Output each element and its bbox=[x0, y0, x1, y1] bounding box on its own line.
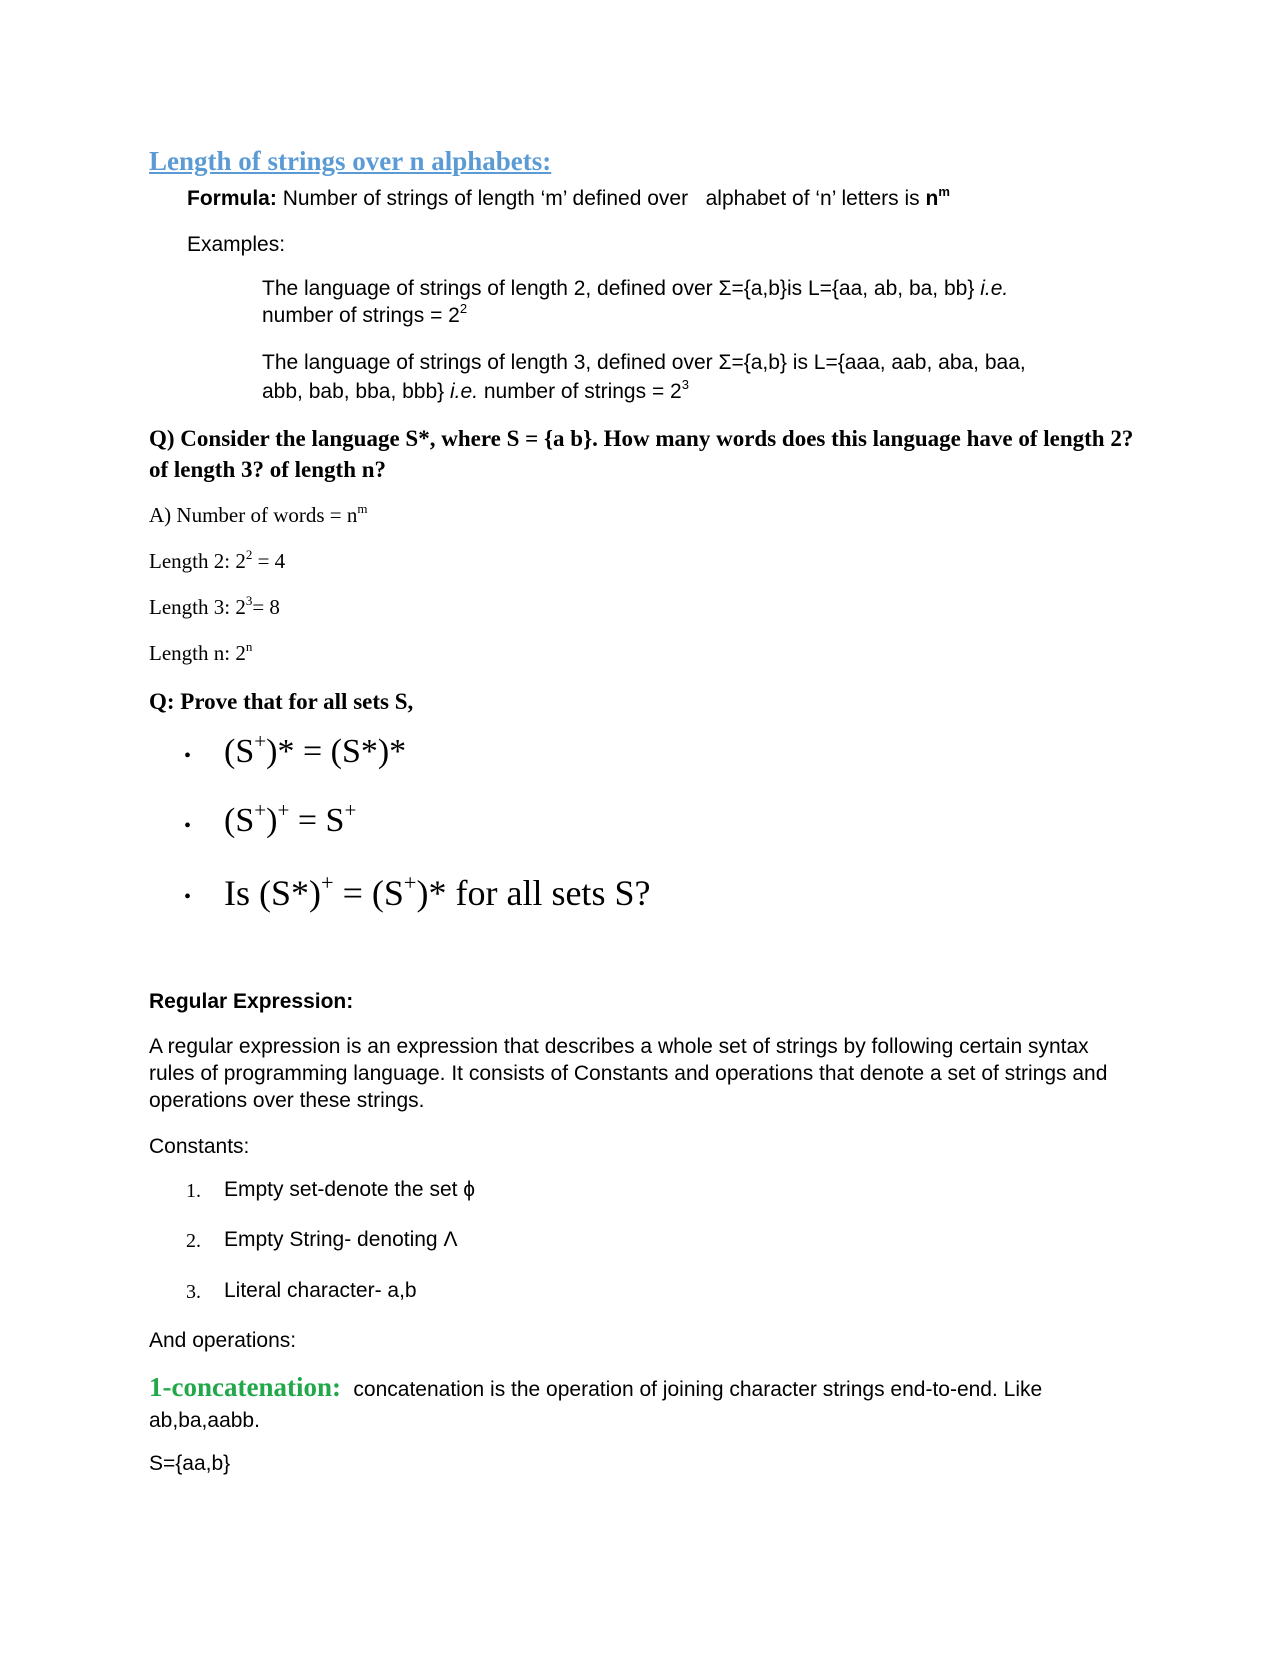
identity-1-part-a: (S bbox=[224, 733, 255, 770]
formula-text-2: alphabet of ‘n’ letters is bbox=[705, 187, 920, 210]
constant-3-text: Literal character- a,b bbox=[224, 1279, 417, 1302]
regex-description: A regular expression is an expression that describes a whole set of strings by following certain syntax rules of programming language. It consists of Constants and operations that denote a set of strings and operations over these strings. bbox=[149, 1035, 1108, 1112]
examples-label: Examples: bbox=[187, 233, 286, 256]
identity-1-part-b: )* = (S*)* bbox=[266, 733, 407, 770]
identity-3-part-b: = (S bbox=[333, 873, 404, 913]
length-n-exponent: n bbox=[245, 638, 253, 654]
identity-2-part-c: = S bbox=[289, 802, 345, 839]
example-2-line-1: The language of strings of length 3, defined over Σ={a,b} is L={aaa, aab, aba, baa, bbox=[262, 351, 1026, 374]
question-2-title: Q: Prove that for all sets S, bbox=[149, 689, 414, 714]
bullet-2: • bbox=[184, 815, 192, 837]
identity-1-sup: + bbox=[254, 728, 267, 753]
length-2-line bbox=[149, 546, 286, 574]
length-3-line bbox=[149, 592, 280, 620]
bullet-1: • bbox=[184, 745, 192, 767]
answer-exponent: m bbox=[357, 500, 368, 516]
formula-label: Formula: bbox=[187, 187, 277, 210]
formula-exponent: m bbox=[938, 183, 950, 199]
identity-3-sup-1: + bbox=[321, 869, 334, 895]
formula-base: n bbox=[925, 187, 939, 210]
example-1-ie: i.e. bbox=[980, 277, 1009, 300]
set-example: S={aa,b} bbox=[149, 1452, 231, 1475]
concatenation-title: 1-concatenation: bbox=[149, 1372, 341, 1402]
example-2-count: number of strings = 2 bbox=[483, 380, 682, 403]
identity-2-sup-1: + bbox=[254, 797, 267, 822]
example-1-line-1 bbox=[262, 277, 1008, 301]
example-2-exponent: 3 bbox=[681, 376, 689, 392]
constant-1-number: 1. bbox=[186, 1180, 201, 1202]
example-2-ie: i.e. bbox=[450, 380, 479, 403]
operations-label: And operations: bbox=[149, 1329, 297, 1352]
identity-2-sup-3: + bbox=[344, 797, 357, 822]
example-1-count: number of strings = 2 bbox=[262, 304, 460, 327]
constant-2-text: Empty String- denoting Λ bbox=[224, 1228, 458, 1251]
formula-text: Number of strings of length ‘m’ defined over bbox=[282, 187, 689, 210]
concatenation-line bbox=[149, 1372, 1042, 1403]
constant-1-text: Empty set-denote the set ϕ bbox=[224, 1178, 476, 1201]
identity-2-sup-2: + bbox=[277, 797, 290, 822]
formula-line bbox=[187, 183, 950, 211]
identity-2-part-b: ) bbox=[266, 802, 278, 839]
identity-1 bbox=[224, 728, 407, 771]
identity-2-part-a: (S bbox=[224, 802, 255, 839]
identity-3 bbox=[224, 869, 651, 914]
answer-line bbox=[149, 500, 368, 528]
example-1-text: The language of strings of length 2, defined over Σ={a,b}is L={aa, ab, ba, bb} bbox=[262, 277, 975, 300]
section-title: Length of strings over n alphabets: bbox=[149, 146, 552, 176]
identity-3-sup-2: + bbox=[403, 869, 417, 895]
length-3-result: = 8 bbox=[252, 595, 280, 619]
length-2-exponent: 2 bbox=[245, 546, 253, 562]
length-n-line bbox=[149, 638, 253, 666]
constant-3-number: 3. bbox=[186, 1281, 201, 1303]
example-1-exponent: 2 bbox=[459, 300, 468, 316]
example-2-line-2 bbox=[262, 376, 689, 404]
constant-2-number: 2. bbox=[186, 1230, 201, 1252]
bullet-3: • bbox=[184, 886, 192, 908]
length-n-text: Length n: 2 bbox=[149, 641, 246, 665]
length-2-text: Length 2: 2 bbox=[149, 549, 246, 573]
example-2-text: abb, bab, bba, bbb} bbox=[262, 380, 445, 403]
length-3-text: Length 3: 2 bbox=[149, 595, 246, 619]
concatenation-text: concatenation is the operation of joining character strings end-to-end. Like bbox=[353, 1378, 1043, 1401]
question-1: Q) Consider the language S*, where S = {a b}. How many words does this language have of length 2? of length 3? of length n? bbox=[149, 426, 1134, 482]
identity-2 bbox=[224, 797, 357, 840]
example-1-line-2 bbox=[262, 300, 468, 328]
length-2-result: = 4 bbox=[252, 549, 286, 573]
length-3-exponent: 3 bbox=[245, 592, 253, 608]
concatenation-text-2: ab,ba,aabb. bbox=[149, 1409, 260, 1432]
identity-3-part-c: )* for all sets S? bbox=[416, 873, 651, 913]
identity-3-part-a: Is (S*) bbox=[224, 873, 321, 913]
regex-title: Regular Expression: bbox=[149, 990, 354, 1013]
answer-text: A) Number of words = n bbox=[149, 503, 358, 527]
constants-label: Constants: bbox=[149, 1135, 250, 1158]
